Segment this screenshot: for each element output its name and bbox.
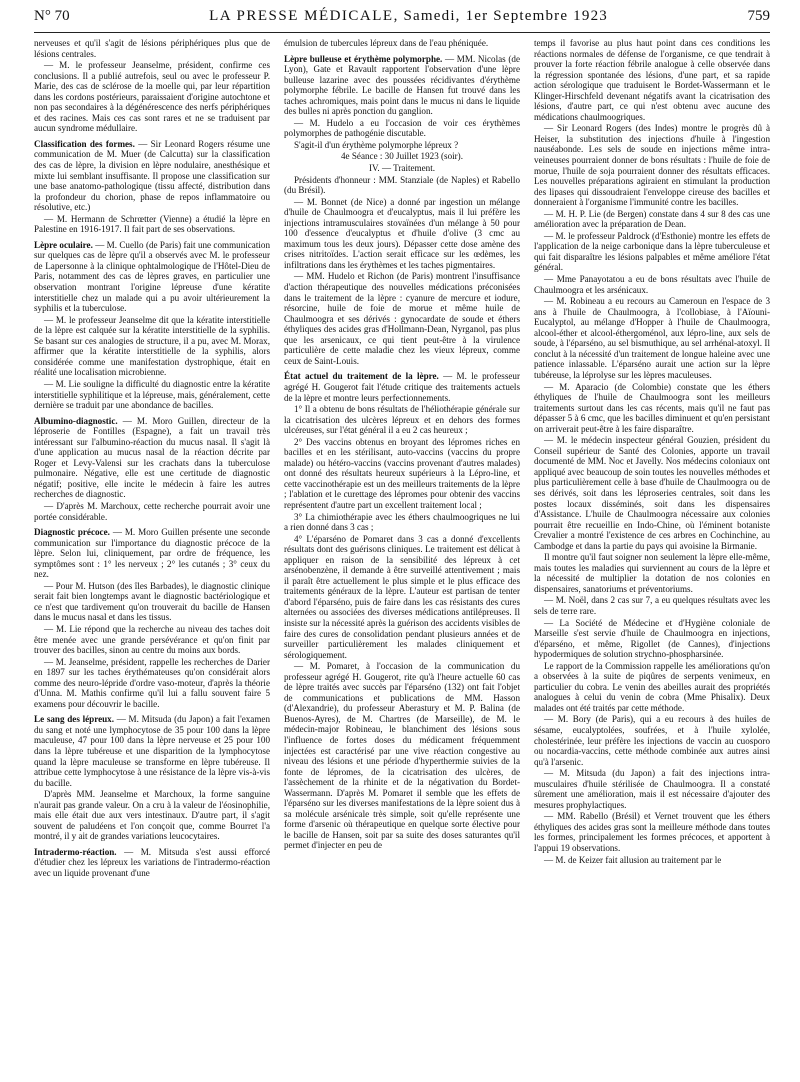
paragraph xyxy=(34,847,270,879)
paragraph xyxy=(284,404,520,436)
paragraph xyxy=(34,214,270,235)
paragraph xyxy=(534,661,770,714)
paragraph-text: — M. Robineau a eu recours au Cameroun en l'espace de 3 ans à l'huile de Chaulmoogra, à l'collobiase, à l'Aïouni-Eucalyptol, au mélange d'Hopper à l'huile de Chaulmoogra, alcool-éther et alcool-éthergoménol, aux lépro-line, aux sels de soude, à l'éparséno, au sel bismuthique, au sel arrhénal-atoxyl. Il conclut à la nécessité d'un traitement de longue haleine avec une patience inlassable. L'éparséno aurait une action sur la lèpre tubéreuse, la léprolyse sur les lèpres maculeuses. xyxy=(534,296,770,380)
section-heading: Diagnostic précoce. xyxy=(34,527,110,538)
column-left xyxy=(34,38,270,1078)
paragraph-text: — M. de Keizer fait allusion au traitement par le xyxy=(544,854,722,865)
paragraph-text: — Pour M. Hutson (des îles Barbades), le diagnostic clinique serait fait bien longtemps avant le diagnostic bactériologique et ce n'est que tardivement qu'on trouverait du bacille de Hansen dans le mucus nasal et dans les tissus. xyxy=(34,580,270,623)
paragraph xyxy=(284,163,520,174)
paragraph-text: — M. Mitsuda (du Japon) a fait l'examen du sang et noté une lymphocytose de 35 pour 100 dans la lèpre maculeuse, 47 pour 100 dans la lèpre nerveuse et 25 pour 100 dans la lèpre tubéreuse et une disparition de la lymphocytose quand la lèpre maculeuse se transforme en lèpre tubéreuse. Il attribue cette lymphocytose à une résistance de la lèpre vis-à-vis du bacille. xyxy=(34,714,270,788)
paragraph-text: — MM. Nicolas (de Lyon), Gate et Ravault rapportent l'observation d'une lèpre bulleuse lazarine avec des poussées récidivantes d'érythème polymorphe fébrile. Le bacille de Hansen fut trouvé dans les taches achromiques, mais point dans le mucus ni dans le liquide des bulles ni après ponction du ganglion. xyxy=(284,53,520,117)
paragraph xyxy=(284,437,520,511)
paragraph xyxy=(534,552,770,594)
paragraph xyxy=(534,714,770,767)
paragraph xyxy=(534,38,770,122)
paragraph-text: — M. H. P. Lie (de Bergen) constate dans 4 sur 8 des cas une amélioration avec la préparation de Dean. xyxy=(534,208,770,230)
paragraph-text: 3° La chimiothérapie avec les éthers chaulmoogriques ne lui a rien donné dans 3 cas ; xyxy=(284,511,520,533)
header-rule xyxy=(34,32,770,33)
article-body xyxy=(34,38,770,1078)
paragraph-text: — M. Hudelo a eu l'occasion de voir ces érythèmes polymorphes de pathogénie discutable. xyxy=(284,117,520,139)
paragraph xyxy=(284,512,520,533)
paragraph xyxy=(534,595,770,616)
paragraph xyxy=(34,714,270,788)
paragraph-text: — D'après M. Marchoux, cette recherche pourrait avoir une portée considérable. xyxy=(34,500,270,522)
paragraph-text: nerveuses et qu'il s'agit de lésions périphériques plus que de lésions centrales. xyxy=(34,38,270,59)
paragraph-text: — M. Aparacio (de Colombie) constate que les éthers éthyliques de l'huile de Chaulmoogra sont les meilleurs traitements surtout dans les cas récents, mais qu'il ne faut pas dépasser 5 à 6 cmc, que les bacilles diminuent et qu'en persistant on arriverait peut-être à les faire disparaître. xyxy=(534,381,770,434)
paragraph-text: 4° L'éparséno de Pomaret dans 3 cas a donné d'excellents résultats dont des guérisons cliniques. Le traitement est délicat à appliquer en raison de la sensibilité des lépreux à cet arsénobenzène, il demande à être surveillé attentivement ; mais il paraît être actuellement le plus simple et le plus efficace des traitements généraux de la lèpre. L'auteur est partisan de tenter d'abord l'éparséno, puis de faire dans les cas résistants des cures alternées ou associées des diverses médications antilépreuses. Il insiste sur la nécessité après la guérison des accidents visibles de faire des cures de consolidation pendant plusieurs années et de surveiller particulièrement les malades cliniquement et sérologiquement. xyxy=(284,533,520,660)
paragraph-text: — M. Noël, dans 2 cas sur 7, a eu quelques résultats avec les sels de terre rare. xyxy=(534,595,770,616)
paragraph xyxy=(284,175,520,196)
paragraph xyxy=(34,416,270,500)
paragraph-text: — M. Bonnet (de Nice) a donné par ingestion un mélange d'huile de Chaulmoogra et d'eucalyptus, mais il lui préfère les injections intramusculaires stovaïnées d'un mélange à 50 pour 100 d'essence d'eucalyptus et d'huile d'olive (3 cmc au maximum tous les deux jours). Dépasser cette dose amène des crises nitritoïdes. L'action serait efficace sur les œdèmes, les infiltrations dans les érythèmes et les taches pigmentaires. xyxy=(284,196,520,270)
paragraph xyxy=(34,315,270,378)
paragraph xyxy=(284,371,520,403)
paragraph xyxy=(534,296,770,380)
paragraph-text: — M. Mitsuda s'est aussi efforcé d'étudier chez les lépreux les variations de l'intradermo-réaction avec un liquide provenant d'une xyxy=(34,846,270,879)
paragraph-text: Présidents d'honneur : MM. Stanziale (de Naples) et Rabello (du Brésil). xyxy=(284,174,520,196)
paragraph xyxy=(34,60,270,134)
paragraph xyxy=(284,151,520,162)
paragraph xyxy=(284,661,520,851)
paragraph-text: — Sir Leonard Rogers résume une communication de M. Muer (de Calcutta) sur la classification des cas de lèpre, la division en lèpre nodulaire, anesthésique et mixte lui semblant insuffisante. Il propose une classification sur une base anatomo-pathologique (tissu affecté, distribution dans la profondeur du chorion, phase de repos inflammatoire ou résolutive, etc.) xyxy=(34,138,270,213)
paragraph-text: — M. Mitsuda (du Japon) a fait des injections intra-musculaires d'huile stérilisée de Chaulmoogra. Il a constaté sûrement une amélioration, mais il est nécessaire d'ajouter des mesures prophylactiques. xyxy=(534,768,770,810)
column-right xyxy=(534,38,770,1078)
section-heading: Le sang des lépreux. xyxy=(34,714,114,725)
journal-title-line xyxy=(209,8,608,25)
page-header xyxy=(34,8,770,30)
section-heading: Intradermo-réaction. xyxy=(34,846,117,857)
paragraph xyxy=(284,38,520,49)
section-heading: Lèpre bulleuse et érythème polymorphe. xyxy=(284,53,443,64)
paragraph-text: — Mme Panayotatou a eu de bons résultats avec l'huile de Chaulmoogra et les arsénicaux. xyxy=(534,274,770,295)
paragraph xyxy=(284,271,520,366)
paragraph xyxy=(534,855,770,866)
paragraph xyxy=(284,54,520,117)
paragraph xyxy=(534,209,770,230)
paragraph-text: Il montre qu'il faut soigner non seulement la lèpre elle-même, mais toutes les maladies qui surviennent au cours de la lèpre et la nécessité de multiplier la dotation de nos colonies en dispensaires, sanatoriums et préventoriums. xyxy=(534,552,770,594)
paragraph-text: — M. Hermann de Schrœtter (Vienne) a étudié la lèpre en Palestine en 1916-1917. Il fait part de ses observations. xyxy=(34,213,270,235)
column-middle xyxy=(284,38,520,1078)
paragraph-text: 1° Il a obtenu de bons résultats de l'héliothérapie générale sur la cicatrisation des ulcères lépreux et en dehors des formes ulcéreuses, sur l'état général il a eu 2 cas heureux ; xyxy=(284,404,520,436)
paragraph xyxy=(34,657,270,710)
paragraph xyxy=(34,624,270,656)
paragraph-text: 2° Des vaccins obtenus en broyant des lépromes riches en bacilles et en les stérilisant, auto-vaccins (vaccins du propre malade) ou hétéro-vaccins (vaccins provenant d'autres malades) ont donné des résultats heureux supérieurs à la Lépro-line, et cette vaccinothérapie est un des meilleurs traitements de la lèpre ; l'ablation et le curettage des lépromes pour obtenir des vaccins représentent d'autre part un excellent traitement local ; xyxy=(284,436,520,510)
paragraph-text: — M. Moro Guillen présente une seconde communication sur l'importance du diagnostic précoce de la lèpre. Selon lui, cliniquement, par ordre de fréquence, les symptômes sont : 1° les nerveux ; 2° les cutanés ; 3° ceux du nez. xyxy=(34,527,270,580)
page-number-left: N° 70 xyxy=(34,8,70,24)
paragraph xyxy=(284,140,520,151)
paragraph-text: — M. Cuello (de Paris) fait une communication sur quelques cas de lèpre qu'il a observés avec M. le professeur de Lapersonne à la clinique ophtalmologique de l'Hôtel-Dieu de Paris, notamment des cas de lèpres graves, en particulier une observation montrant l'origine lépreuse d'une kératite interstitielle chez un malade qui a pu avoir ultérieurement la syphilis et la tuberculose. xyxy=(34,239,270,314)
paragraph xyxy=(534,811,770,853)
paragraph xyxy=(34,379,270,411)
paragraph-text: Le rapport de la Commission rappelle les améliorations qu'on a observées à la suite de piqûres de serpents venimeux, en particulier du cobra. Le venin des abeilles aurait des propriétés analogues à celui du venin de cobra (Mme Phisalix). Deux malades ont été traités par cette méthode. xyxy=(534,660,770,713)
section-heading: Classification des formes. xyxy=(34,138,135,149)
paragraph-text: — M. Bory (de Paris), qui a eu recours à des huiles de sésame, eucalyptolées, soufrées, et à l'huile xylolée, cholestérinée, leur préfère les injections de vaccin au cuosporo ou nocardia-vaccins, cette méthode combinée aux autres ainsi qu'à l'arsenic. xyxy=(534,714,770,767)
section-heading: Albumino-diagnostic. xyxy=(34,415,118,426)
paragraph-text: S'agit-il d'un érythème polymorphe lépreux ? xyxy=(294,139,459,150)
paragraph-text: — MM. Hudelo et Richon (de Paris) montrent l'insuffisance d'action thérapeutique des nouvelles médications préconisées dans le traitement de la lèpre : cyanure de mercure et iodure, résorcine, huile de foie de morue et même huile de Chaulmoogra et ses dérivés : gynocardate de soude et éthers éthyliques des acides gras d'Hollmann-Dean, Nyrganol, pas plus que les arsenicaux, ce qui tient peut-être à la virulence particulière de cette maladie chez les vieux lépreux, comme ceux de Saint-Louis. xyxy=(284,271,520,366)
page-number-right: 759 xyxy=(747,8,770,24)
paragraph xyxy=(34,240,270,314)
paragraph xyxy=(534,274,770,295)
paragraph xyxy=(534,382,770,435)
paragraph xyxy=(34,38,270,59)
paragraph xyxy=(34,789,270,842)
paragraph xyxy=(34,581,270,623)
paragraph xyxy=(34,527,270,580)
paragraph-text: IV. — Traitement. xyxy=(368,163,436,174)
paragraph-text: — M. Pomaret, à l'occasion de la communication du professeur agrégé H. Gougerot, rite qu'à l'heure actuelle 60 cas de lèpre traités avec succès par l'éparséno (132) ont fait l'objet de communications et publications de MM. Hasson (d'Alexandrie), du professeur Aberastury et M. P. Balina (de Buenos-Ayres), de M. Chartres (de Marseille), de M. le médecin-major Robineau, le blanchiment des lésions sous l'influence de fortes doses du médicament fréquemment injectées est caractérisé par une vive réaction congestive au niveau des lésions et une période d'hyperthermie suivies de la fonte de lépromes, de la cicatrisation des ulcères, de l'assèchement de la rhinite et de la négativation du Bordet-Wassermann. D'après M. Pomaret il semble que les effets de l'éparséno sur les diverses manifestations de la lèpre soient dus à sa molécule arsénicale très simple, soit qu'elle représente une forme d'arsenic où thérapeutique en quelque sorte élective pour le bacille de Hansen, soit par sa suite des doses saturantes qu'il permet d'injecter en peu de xyxy=(284,661,520,851)
paragraph-text: émulsion de tubercules lépreux dans de l'eau phéniquée. xyxy=(284,38,489,48)
paragraph xyxy=(34,501,270,522)
paragraph xyxy=(534,618,770,660)
paragraph-text: — M. Lie souligne la difficulté du diagnostic entre la kératite interstitielle syphilitique et la lépreuse, mais, généralement, cette dernière se traduit par une abondance de bacilles. xyxy=(34,378,270,411)
paragraph-text: — M. le professeur Jeanselme dit que la kératite interstitielle de la lèpre est calquée sur la kératite interstitielle de la syphilis. Se basant sur ces analogies de structure, il a pu, avec M. Morax, affirmer que la kératite interstitielle de la syphilis, alors considérée comme une manifestation dystrophique, était en réalité une localisation microbienne. xyxy=(34,314,270,378)
paragraph xyxy=(34,139,270,213)
paragraph xyxy=(534,123,770,207)
issue-date: , Samedi, 1er Septembre 1923 xyxy=(393,8,608,24)
paragraph-text: 4e Séance : 30 Juillet 1923 (soir). xyxy=(341,151,463,162)
paragraph-text: temps il favorise au plus haut point dans ces conditions les réactions normales de défense de l'organisme, ce que tendrait à prouver la forte réaction fébrile analogue à celle observée dans la régression spontanée des lésions, d'une part, et sa rapide action sérologique que traduisent le Bordet-Wassermann et le Klinger-Hirschfeld devenant négatifs avant la cicatrisation des lésions, d'autre part, ce qui n'est obtenu avec aucune des médications chaulmoogriques. xyxy=(534,38,770,122)
paragraph xyxy=(534,231,770,273)
paragraph xyxy=(284,118,520,139)
paragraph-text: D'après MM. Jeanselme et Marchoux, la forme sanguine n'aurait pas grande valeur. On a cru à la valeur de l'éosinophilie, mais elle était due aux vers intestinaux. D'autre part, il s'agit souvent de paludéens et l'on conçoit que, comme Bourret l'a montré, il y ait de grandes variations leucocytaires. xyxy=(34,789,270,842)
paragraph-text: — M. Jeanselme, président, rappelle les recherches de Darier en 1897 sur les taches érythémateuses qu'on considérait alors comme des neuro-lépride d'ordre vaso-moteur, d'après la théorie d'Unna. M. Mathis confirme qu'il lui a fallu souvent faire 5 examens pour découvrir le bacille. xyxy=(34,656,270,709)
paragraph xyxy=(284,197,520,271)
paragraph-text: — La Société de Médecine et d'Hygiène coloniale de Marseille s'est servie d'huile de Chaulmoogra en injections, d'éparséno, et même, Rigollet (de Cannes), d'injections hypodermiques de solution strychno-phospharsinée. xyxy=(534,617,770,660)
paragraph xyxy=(534,768,770,810)
paragraph-text: — M. Moro Guillen, directeur de la léproserie de Fontilles (Espagne), a fait un travail très intéressant sur l'albumino-réaction du mucus nasal. Il s'agit là d'une application au mucus nasal de la réaction décrite par Roger et Levy-Valensi sur les crachats dans la tuberculose pulmonaire. Négative, elle est une certitude de diagnostic négatif; positive, elle incite le médecin à faire les autres recherches de diagnostic. xyxy=(34,415,270,500)
paragraph xyxy=(534,435,770,551)
section-heading: Lèpre oculaire. xyxy=(34,239,93,250)
journal-name: LA PRESSE MÉDICALE xyxy=(209,8,394,24)
section-heading: État actuel du traitement de la lèpre. xyxy=(284,371,439,382)
paragraph-text: — M. le médecin inspecteur général Gouzien, président du Conseil supérieur de Santé des Colonies, apporte un travail documenté de MM. Noc et Javelly. Nos médecins coloniaux ont appliqué avec beaucoup de soin toutes les nouvelles méthodes et plus particulièrement celle à base d'huile de Chaulmoogra ou de ses dérivés, soit dans les léproseries centrales, soit dans les postes locaux disséminés, soit dans les dispensaires d'Assistance. L'huile de Chaulmoogra nécessaire aux colonies pourrait être recueillie en Indo-Chine, où l'éminent botaniste Crevalier a montré l'existence de ces arbres en Cochinchine, au Cambodge et dans la partie du pays qui avoisine la Birmanie. xyxy=(534,435,770,551)
paragraph-text: — MM. Rabello (Brésil) et Vernet trouvent que les éthers éthyliques des acides gras sont la meilleure méthode dans toutes les formes, principalement les formes précoces, et apportent à l'appui 19 observations. xyxy=(534,811,770,854)
paragraph-text: — M. le professeur agrégé H. Gougerot fait l'étude critique des traitements actuels de la lèpre et montre leurs perfectionnements. xyxy=(284,371,520,403)
paragraph-text: — M. le professeur Paldrock (d'Esthonie) montre les effets de l'application de la neige carbonique dans la lèpre tuberculeuse et qui fait disparaître les lésions palpables et même améliore l'état général. xyxy=(534,230,770,273)
paragraph xyxy=(284,534,520,661)
paragraph-text: — M. le professeur Jeanselme, président, confirme ces conclusions. Il a publié autrefois, seul ou avec le professeur P. Marie, des cas de sclérose de la moelle qui, par leur répartition dans les cordons postérieurs, paraissaient d'origine autochtone et non pas secondaires à la dégénérescence des nerfs périphériques et des racines. Mais ces cas sont rares et ne se traduisent par aucun syndrome médullaire. xyxy=(34,60,270,134)
paragraph-text: — Sir Leonard Rogers (des Indes) montre le progrès dû à Heiser, la substitution des injections d'huile à l'ingestion nauséabonde. Les sels de soude en injections même intra-veineuses pourraient donner de bons résultats : l'huile de foie de morue, l'huile de soja pourraient donner des résultats efficaces. Les nouvelles préparations agiraient en stimulant la production des lipases qui dissoudraient l'enveloppe cireuse des bacilles et donneraient à l'organisme l'immunité contre les bacilles. xyxy=(534,123,770,208)
paragraph-text: — M. Lie répond que la recherche au niveau des taches doit être menée avec une grande persévérance et qu'on finit par trouver des bacilles, sinon au centre du moins aux bords. xyxy=(34,623,270,656)
